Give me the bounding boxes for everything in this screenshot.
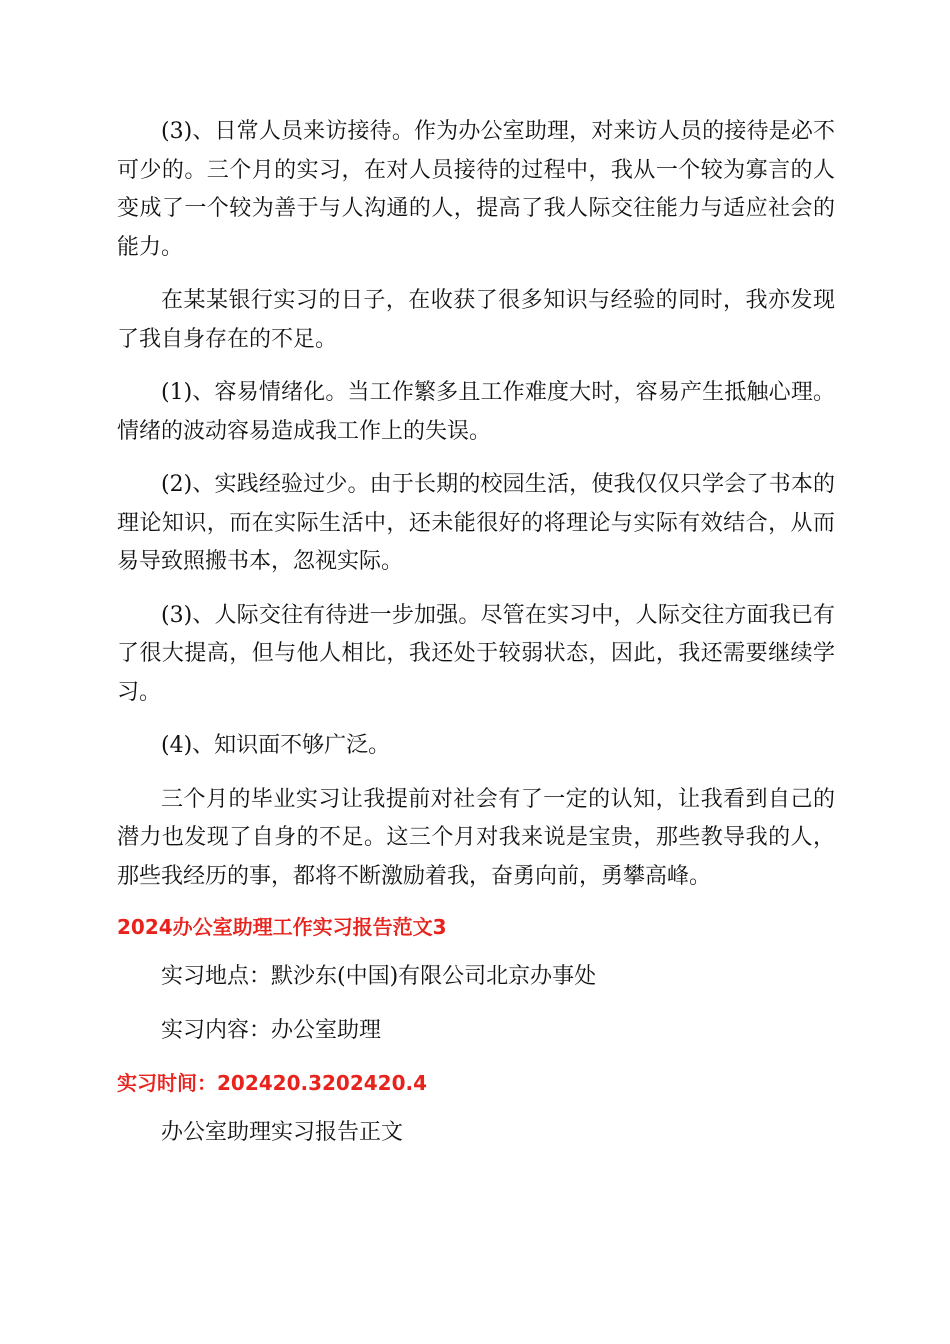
paragraph-emotional: (1)、容易情绪化。当工作繁多且工作难度大时，容易产生抵触心理。情绪的波动容易造成我工作上的失误。 xyxy=(117,380,835,444)
paragraph-conclusion: 三个月的毕业实习让我提前对社会有了一定的认知，让我看到自己的潜力也发现了自身的不足。这三个月对我来说是宝贵，那些教导我的人，那些我经历的事，都将不断激励着我，奋勇向前，勇攀高峰。 xyxy=(117,786,835,889)
paragraph-shortcomings-intro: 在某某银行实习的日子，在收获了很多知识与经验的同时，我亦发现了我自身存在的不足。 xyxy=(117,288,835,352)
internship-location: 实习地点：默沙东(中国)有限公司北京办事处 xyxy=(161,964,597,989)
paragraph-reception: (3)、日常人员来访接待。作为办公室助理，对来访人员的接待是必不可少的。三个月的实习，在对人员接待的过程中，我从一个较为寡言的人变成了一个较为善于与人沟通的人，提高了我人际交往能力与适应社会的能力。 xyxy=(117,119,835,260)
report-body-title: 办公室助理实习报告正文 xyxy=(161,1120,404,1145)
document-page xyxy=(117,113,835,1168)
section-heading: 2024办公室助理工作实习报告范文3 xyxy=(117,915,447,939)
paragraph-interpersonal: (3)、人际交往有待进一步加强。尽管在实习中，人际交往方面我已有了很大提高，但与他人相比，我还处于较弱状态，因此，我还需要继续学习。 xyxy=(117,602,835,705)
internship-content: 实习内容：办公室助理 xyxy=(161,1017,382,1043)
internship-time-heading: 实习时间：202420.3202420.4 xyxy=(117,1071,428,1095)
paragraph-experience: (2)、实践经验过少。由于长期的校园生活，使我仅仅只学会了书本的理论知识，而在实际生活中，还未能很好的将理论与实际有效结合，从而易导致照搬书本，忽视实际。 xyxy=(117,472,835,574)
paragraph-knowledge: (4)、知识面不够广泛。 xyxy=(161,733,391,758)
